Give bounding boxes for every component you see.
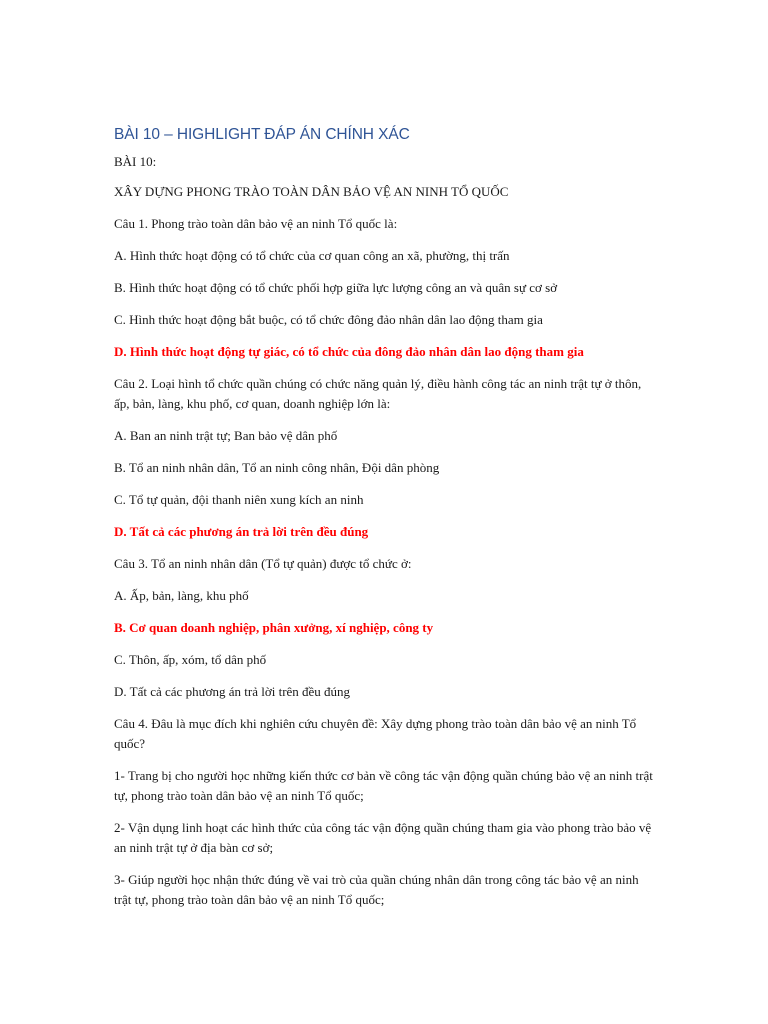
question-4: Câu 4. Đâu là mục đích khi nghiên cứu chuyên đề: Xây dựng phong trào toàn dân bảo vệ an ninh Tổ quốc? xyxy=(114,716,637,751)
q3-option-b-correct: B. Cơ quan doanh nghiệp, phân xưởng, xí nghiệp, công ty xyxy=(114,620,434,635)
q2-option-c: C. Tổ tự quản, đội thanh niên xung kích an ninh xyxy=(114,492,364,507)
q2-option-b: B. Tổ an ninh nhân dân, Tổ an ninh công nhân, Đội dân phòng xyxy=(114,460,440,475)
page-title: BÀI 10 – HIGHLIGHT ĐÁP ÁN CHÍNH XÁC xyxy=(114,126,410,143)
q3-option-a: A. Ấp, bản, làng, khu phố xyxy=(114,588,249,603)
q1-option-c: C. Hình thức hoạt động bắt buộc, có tổ chức đông đảo nhân dân lao động tham gia xyxy=(114,312,543,327)
lesson-label: BÀI 10: xyxy=(114,154,157,169)
q4-item-1: 1- Trang bị cho người học những kiến thức cơ bản về công tác vận động quần chúng bảo vệ an ninh trật tự, phong trào toàn dân bảo vệ an ninh Tổ quốc; xyxy=(114,768,653,803)
lesson-heading: XÂY DỰNG PHONG TRÀO TOÀN DÂN BẢO VỆ AN NINH TỔ QUỐC xyxy=(114,184,509,199)
question-2: Câu 2. Loại hình tổ chức quần chúng có chức năng quản lý, điều hành công tác an ninh trật tự ở thôn, ấp, bản, làng, khu phố, cơ quan, doanh nghiệp lớn là: xyxy=(114,376,642,411)
q1-option-d-correct: D. Hình thức hoạt động tự giác, có tổ chức của đông đảo nhân dân lao động tham gia xyxy=(114,344,584,359)
question-1: Câu 1. Phong trào toàn dân bảo vệ an ninh Tổ quốc là: xyxy=(114,216,398,231)
question-3: Câu 3. Tổ an ninh nhân dân (Tổ tự quản) được tổ chức ở: xyxy=(114,556,412,571)
q1-option-b: B. Hình thức hoạt động có tổ chức phối hợp giữa lực lượng công an và quân sự cơ sở xyxy=(114,280,558,295)
q2-option-d-correct: D. Tất cả các phương án trả lời trên đều đúng xyxy=(114,524,369,539)
q4-item-2: 2- Vận dụng linh hoạt các hình thức của công tác vận động quần chúng tham gia vào phong trào bảo vệ an ninh trật tự ở địa bàn cơ sở; xyxy=(114,820,652,855)
q3-option-d: D. Tất cả các phương án trả lời trên đều đúng xyxy=(114,684,351,699)
q1-option-a: A. Hình thức hoạt động có tổ chức của cơ quan công an xã, phường, thị trấn xyxy=(114,248,510,263)
q3-option-c: C. Thôn, ấp, xóm, tổ dân phố xyxy=(114,652,267,667)
q2-option-a: A. Ban an ninh trật tự; Ban bảo vệ dân phố xyxy=(114,428,338,443)
q4-item-3: 3- Giúp người học nhận thức đúng về vai trò của quần chúng nhân dân trong công tác bảo vệ an ninh trật tự, phong trào toàn dân bảo vệ an ninh Tổ quốc; xyxy=(114,872,639,907)
document-page xyxy=(114,124,659,922)
